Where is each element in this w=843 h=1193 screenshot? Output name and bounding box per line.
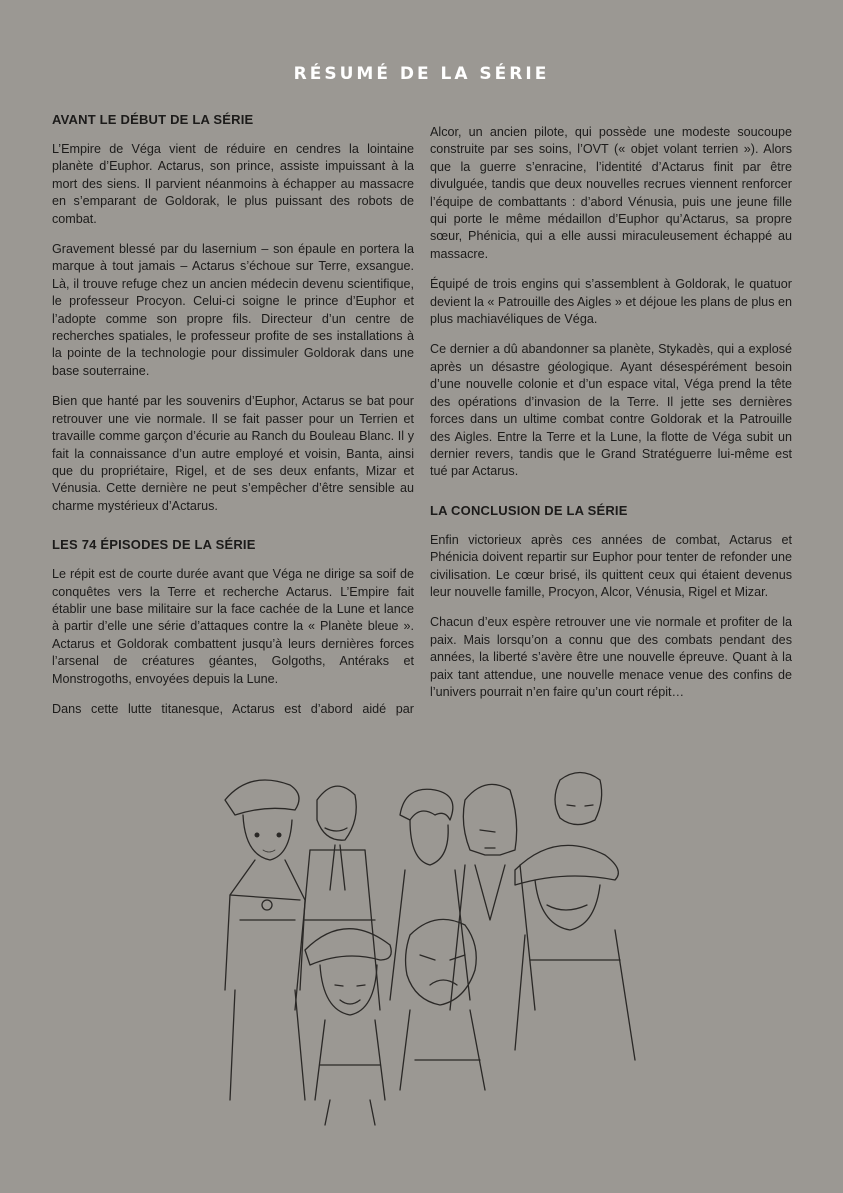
character-alcor-sketch [390, 789, 470, 1000]
left-column [52, 112, 414, 731]
paragraph: L’Empire de Véga vient de réduire en cendres la lointaine planète d’Euphor. Actarus, son prince, assiste impuissant à la mort des siens. Il parvient néanmoins à échapper au massacre en s’emparant de Goldorak, le plus puissant des robots de combat. [52, 142, 414, 226]
character-rigel-sketch [515, 845, 635, 1060]
characters-illustration [195, 760, 655, 1132]
heading-episodes: LES 74 ÉPISODES DE LA SÉRIE [52, 537, 256, 553]
paragraph: Dans cette lutte titanesque, Actarus est d’abord aidé par [52, 701, 414, 716]
character-actarus-sketch [450, 784, 535, 1010]
character-venusia-sketch [225, 780, 305, 1100]
paragraph: Ce dernier a dû abandonner sa planète, Stykadès, qui a explosé après un désastre géologique. Ayant désespérément besoin d’une nouvelle colonie et d’un espace vital, Véga prend la tête des opérations d’invasion de la Terre. Il jette ses dernières forces dans un ultime combat contre Goldorak et la Patrouille des Aigles. Entre la Terre et la Lune, la flotte de Véga subit un dernier revers, tandis que le Grand Stratéguerre lui-même est tué par Actarus. [430, 342, 792, 479]
paragraph: Gravement blessé par du lasernium – son épaule en portera la marque à tout jamais – Actarus s’échoue sur Terre, exsangue. Là, il trouve refuge chez un ancien médecin devenu scientifique, le professeur Procyon. Celui-ci soigne le prince d’Euphor et l’adopte comme son propre fils. Directeur d’un centre de recherches spatiales, le professeur profite de ses installations à la pointe de la technologie pour dissimuler Goldorak dans une base souterraine. [52, 242, 414, 378]
right-column [430, 124, 792, 714]
paragraph: Bien que hanté par les souvenirs d’Euphor, Actarus se bat pour retrouver une vie normale. Il se fait passer pour un Terrien et travaille comme garçon d’écurie au Ranch du Bouleau Blanc. Il y fait la connaissance d’un autre employé et voisin, Banta, ainsi que du propriétaire, Rigel, et de ses deux enfants, Mizar et Vénusia. Cette dernière ne peut s’empêcher d’être sensible au charme mystérieux d’Actarus. [52, 394, 414, 513]
paragraph: Alcor, un ancien pilote, qui possède une modeste soucoupe construite par ses soins, l’OVT (« objet volant terrien »). Alors que la guerre s’enracine, l’identité d’Actarus finit par être divulguée, tandis que deux nouvelles recrues viennent renforcer l’équipe de combattants : d’abord Vénusia, puis une jeune fille qui porte le même médaillon d’Euphor qu’Actarus, sa propre sœur, Phénicia, qui a elle aussi miraculeusement échappé au massacre. [430, 125, 792, 261]
paragraph: Enfin victorieux après ces années de combat, Actarus et Phénicia doivent repartir sur Euphor pour tenter de refonder une civilisation. Le cœur brisé, ils quittent ceux qui étaient devenus leur nouvelle famille, Procyon, Alcor, Vénusia, Rigel et Mizar. [430, 532, 792, 599]
characters-sketch [195, 760, 655, 1132]
paragraph: Équipé de trois engins qui s’assemblent à Goldorak, le quatuor devient la « Patrouille des Aigles » et déjoue les plans de plus en plus machiavéliques de Véga. [430, 277, 792, 327]
character-kid-sketch [305, 929, 391, 1125]
paragraph: Le répit est de courte durée avant que Véga ne dirige sa soif de conquêtes vers la Terre et recherche Actarus. L’Empire fait établir une base militaire sur la face cachée de la Lune et lance à partir d’elle une série d’attaques contre la « Planète bleue ». Actarus et Goldorak combattent jusqu’à leurs dernières forces l’arsenal de créatures géantes, Golgoths, Antéraks et Monstrogoths, envoyées depuis la Lune. [52, 567, 414, 686]
heading-conclusion: LA CONCLUSION DE LA SÉRIE [430, 502, 628, 518]
page-title: RÉSUMÉ DE LA SÉRIE [293, 64, 550, 84]
character-phenicia-sketch [555, 773, 602, 825]
paragraph: Chacun d’eux espère retrouver une vie normale et profiter de la paix. Mais lorsqu’on a connu que des combats pendant des années, la liberté s’avère être une nouvelle épreuve. Quant à la paix tant attendue, une nouvelle menace venue des confins de l’univers pourrait n’en faire qu’un court répit… [430, 615, 792, 699]
character-mizar-sketch [400, 919, 485, 1090]
character-procyon-sketch [295, 786, 380, 1010]
heading-avant: AVANT LE DÉBUT DE LA SÉRIE [52, 112, 254, 127]
